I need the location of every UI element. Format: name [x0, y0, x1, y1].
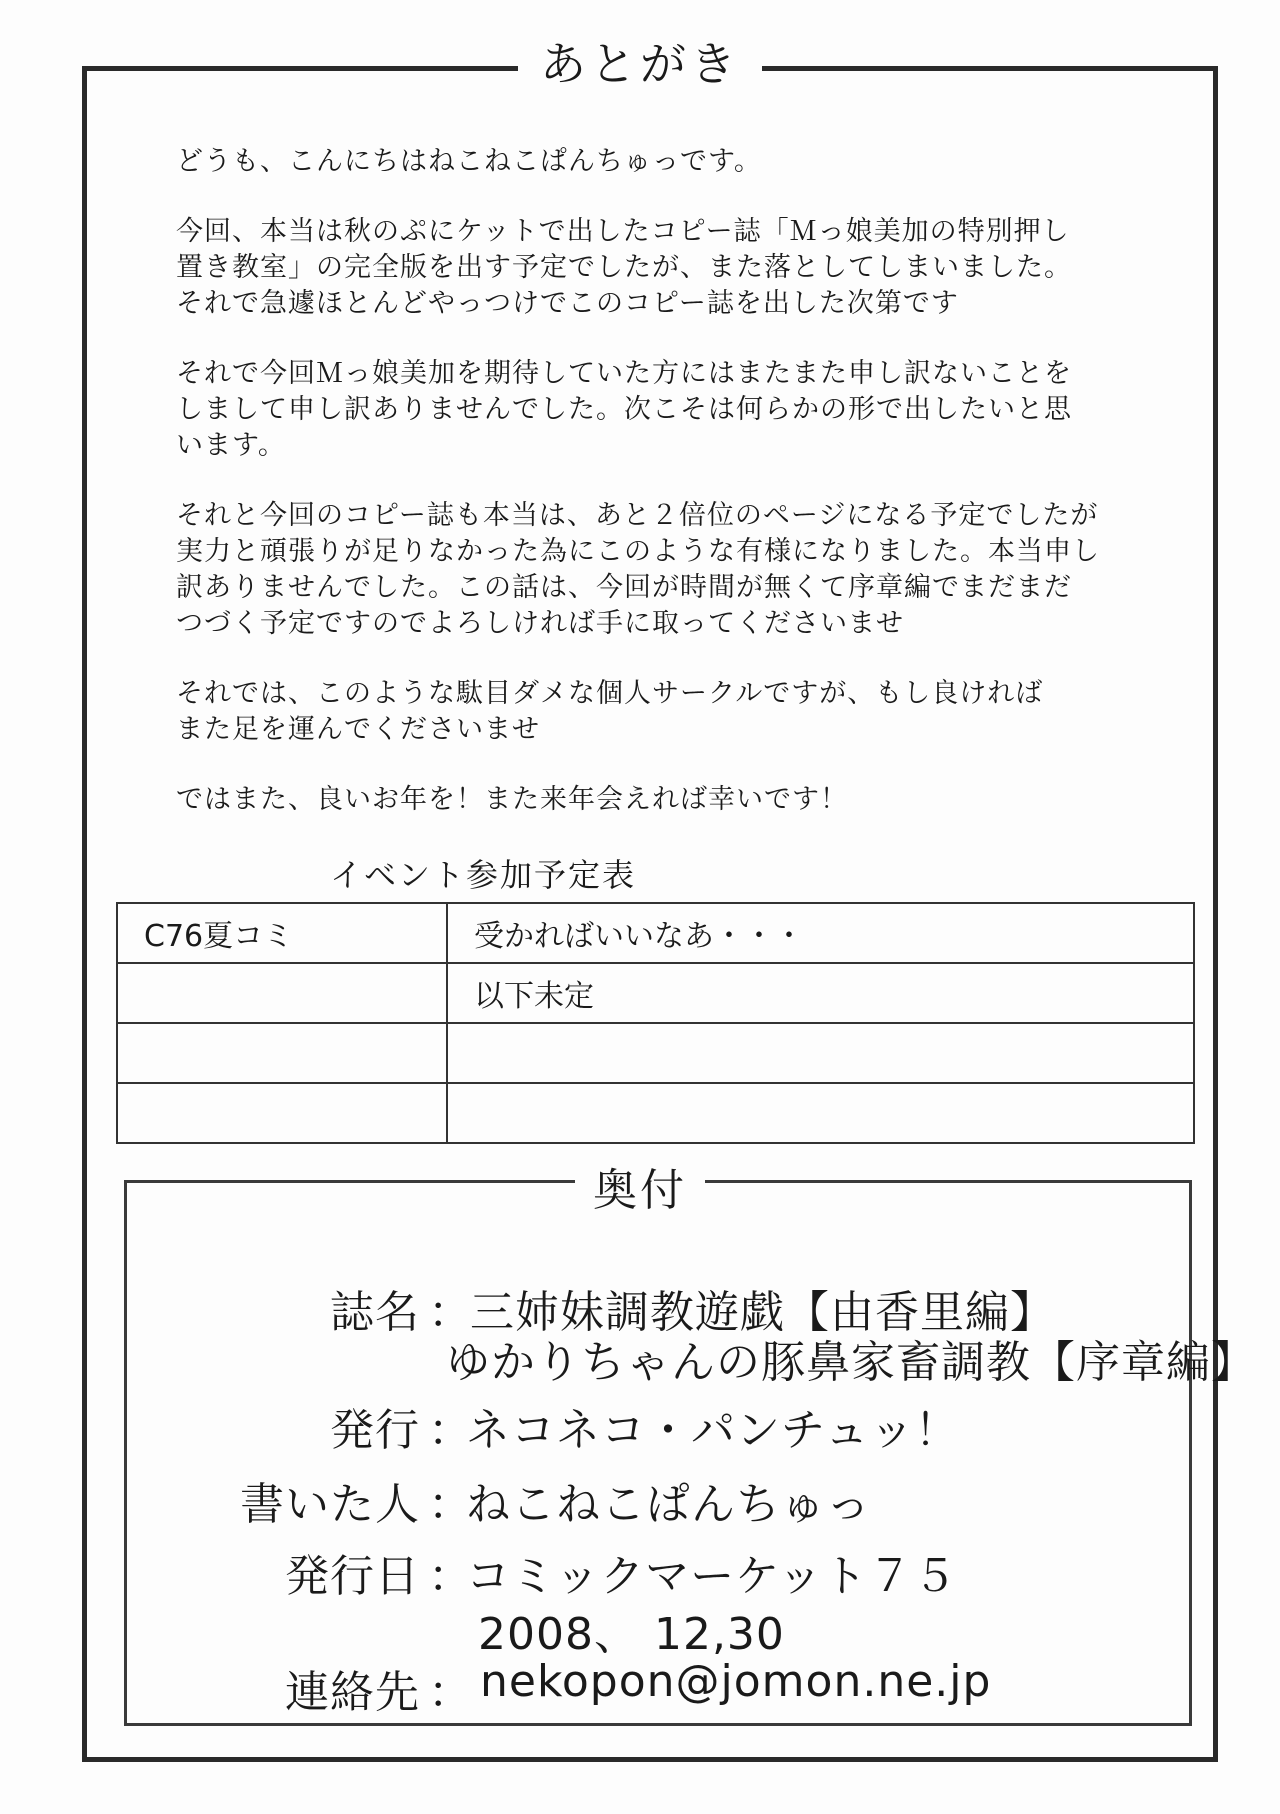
separator: ： [428, 1287, 473, 1338]
afterword-body [176, 144, 1166, 852]
contact-label: 連絡先 [285, 1667, 420, 1718]
author-label: 書いた人 [240, 1479, 420, 1530]
afterword-paragraph: それで今回Ｍっ娘美加を期待していた方にはまたまた申し訳ないことを しまして申し訳ありませんでした。次こそは何らかの形で出したいと思 います。 [176, 358, 1072, 461]
table-row [117, 1083, 1194, 1143]
afterword-paragraph: それと今回のコピー誌も本当は、あと２倍位のページになる予定でしたが 実力と頑張りが足りなかった為にこのような有様になりました。本当申し 訳ありませんでした。この話は、今回が時間が無くて序章編でまだまだ つづく予定ですのでよろしければ手に取ってくださいませ [176, 500, 1100, 639]
afterword-paragraph: それでは、このような駄目ダメな個人サークルですが、もし良ければ また足を運んでくださいませ [176, 678, 1044, 745]
event-cell [117, 1083, 447, 1143]
date-event-value: コミックマーケット７５ [466, 1551, 958, 1602]
separator: ： [428, 1667, 473, 1718]
author-value: ねこねこぱんちゅっ [466, 1479, 871, 1530]
name-label: 誌名 [330, 1287, 420, 1338]
event-cell [117, 963, 447, 1023]
afterword-paragraph: 今回、本当は秋のぷにケットで出したコピー誌「Ｍっ娘美加の特別押し 置き教室」の完全版を出す予定でしたが、また落としてしまいました。 それで急遽ほとんどやっつけでこのコピー誌を出した次第です [176, 216, 1072, 319]
afterword-paragraph: どうも、こんにちはねこねこぱんちゅっです。 [176, 146, 762, 177]
afterword-title: あとがき [0, 28, 1280, 94]
table-row [117, 903, 1194, 963]
separator: ： [428, 1479, 473, 1530]
table-row [117, 963, 1194, 1023]
note-cell [447, 1083, 1194, 1143]
separator: ： [428, 1551, 473, 1602]
event-schedule-title: イベント参加予定表 [330, 856, 637, 894]
contact-value: nekopon@jomon.ne.jp [480, 1656, 992, 1707]
subtitle-value: ゆかりちゃんの豚鼻家畜調教【序章編】 [446, 1337, 1256, 1388]
colophon-title: 奥付 [0, 1154, 1280, 1218]
event-schedule-table [116, 902, 1195, 1144]
note-cell: 受かればいいなあ・・・ [447, 903, 1194, 963]
note-cell [447, 1023, 1194, 1083]
date-label: 発行日 [285, 1551, 420, 1602]
event-cell [117, 1023, 447, 1083]
afterword-paragraph: ではまた、良いお年を！また来年会えれば幸いです！ [176, 784, 848, 815]
title-value: 三姉妹調教遊戯【由香里編】 [470, 1287, 1055, 1338]
note-cell: 以下未定 [447, 963, 1194, 1023]
table-row [117, 1023, 1194, 1083]
publisher-value: ネコネコ・パンチュッ！ [466, 1405, 960, 1456]
separator: ： [428, 1405, 473, 1456]
date-value: 2008、 12,30 [478, 1609, 785, 1660]
event-cell: C76夏コミ [117, 903, 447, 963]
publisher-label: 発行 [330, 1405, 420, 1456]
